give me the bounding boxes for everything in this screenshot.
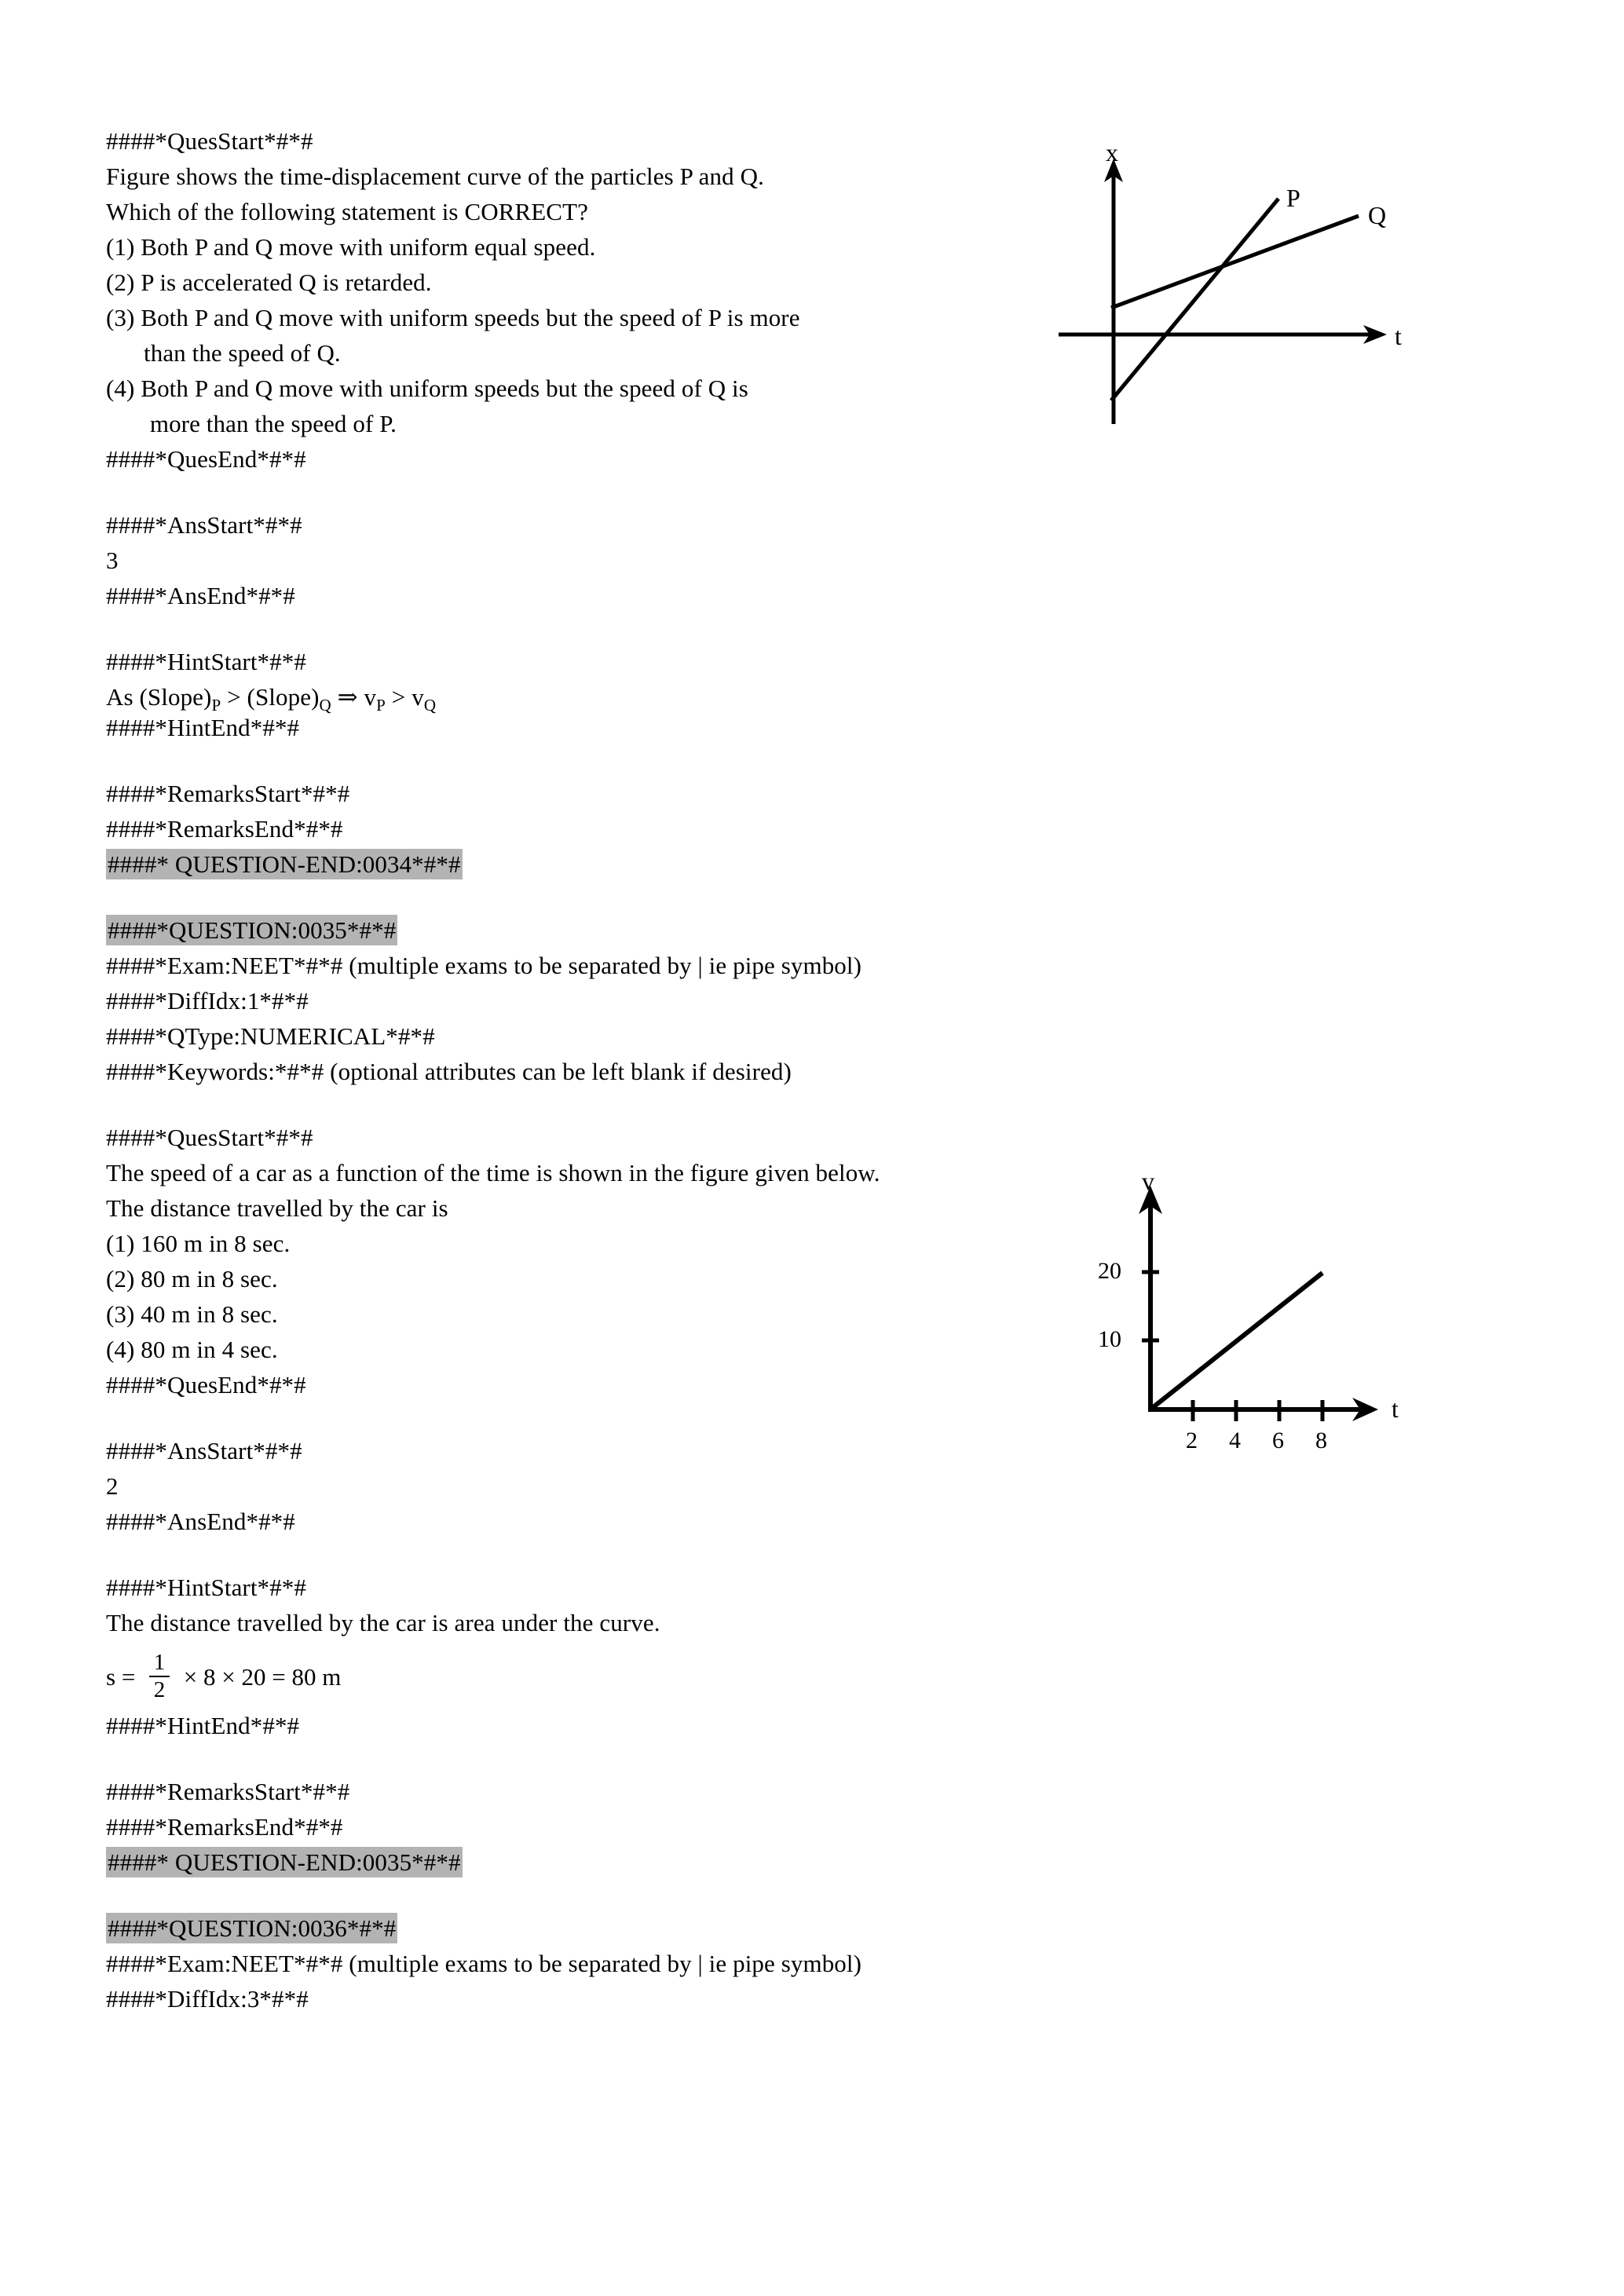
x-axis-label: t [1392,1395,1399,1423]
hint-sub-q1: Q [319,696,331,715]
formula-lhs: s = [106,1662,142,1691]
x-tick-label-6: 6 [1272,1428,1284,1453]
marker-line: ####*DiffIdx:3*#*# [106,1985,309,2013]
fraction-denominator: 2 [153,1677,166,1702]
marker-line: (3) Both P and Q move with uniform speeds but the speed of P is more [106,304,800,331]
y-tick-label-10: 10 [1098,1326,1121,1352]
marker-line: ####*QuesEnd*#*# [106,445,306,473]
marker-line: Figure shows the time-displacement curve of the particles P and Q. [106,163,764,190]
marker-line-highlighted: ####*QUESTION:0035*#*# [108,916,397,944]
marker-line: Which of the following statement is CORRECT? [106,198,588,225]
marker-line: The distance travelled by the car is [106,1194,448,1222]
marker-line: ####*DiffIdx:1*#*# [106,987,309,1015]
x-tick-label-2: 2 [1186,1428,1198,1453]
y-tick-label-20: 20 [1098,1258,1121,1284]
marker-line: ####*RemarksStart*#*# [106,780,350,807]
blank-line [106,1882,1033,1913]
marker-line: ####*HintEnd*#*# [106,1712,300,1739]
marker-line: 2 [106,1472,119,1500]
marker-line: ####*HintStart*#*# [106,1574,306,1601]
hint-sub-p2: P [376,696,386,715]
marker-line: ####*RemarksEnd*#*# [106,815,343,843]
marker-line: ####*QuesStart*#*# [106,127,313,155]
marker-line-indented: more than the speed of P. [144,410,397,437]
hint-sub-p1: P [211,696,221,715]
marker-line: ####*AnsStart*#*# [106,1437,302,1464]
marker-line: ####*Exam:NEET*#*# (multiple exams to be separated by | ie pipe symbol) [106,952,862,979]
marker-line: ####*QType:NUMERICAL*#*# [106,1022,435,1050]
marker-line: (1) 160 m in 8 sec. [106,1230,291,1257]
fraction-one-half [149,1651,170,1702]
marker-line: (2) P is accelerated Q is retarded. [106,269,432,296]
blank-line [106,616,1033,646]
blank-line [106,748,1033,778]
marker-line: (2) 80 m in 8 sec. [106,1265,278,1292]
hint-slope-expression [106,682,1033,715]
marker-line: The speed of a car as a function of the time is shown in the figure given below. [106,1159,880,1186]
blank-line [106,1541,1033,1572]
document-text-column [106,126,1033,2019]
marker-line-highlighted: ####* QUESTION-END:0035*#*# [108,1848,461,1876]
marker-line: ####*Keywords:*#*# (optional attributes can be left blank if desired) [106,1058,792,1085]
marker-line-indented: than the speed of Q. [144,339,341,367]
marker-line: ####*AnsEnd*#*# [106,582,295,609]
marker-line: 3 [106,547,119,574]
marker-line: ####*AnsStart*#*# [106,511,302,539]
blank-line [106,1405,1033,1435]
figure-speed-time-car [1084,1162,1492,1476]
series-label-p: P [1286,184,1300,212]
formula-rhs: × 8 × 20 = 80 m [177,1662,342,1691]
marker-line: ####*Exam:NEET*#*# (multiple exams to be separated by | ie pipe symbol) [106,1950,862,1977]
series-line-q [1111,216,1359,308]
blank-line [106,1746,1033,1776]
marker-line-highlighted: ####*QUESTION:0036*#*# [108,1914,397,1942]
marker-line: ####*AnsEnd*#*# [106,1508,295,1535]
hint-mid1: > (Slope) [221,683,320,711]
marker-line: (4) 80 m in 4 sec. [106,1336,278,1363]
fraction-numerator: 1 [153,1650,166,1675]
marker-line: ####*RemarksEnd*#*# [106,1813,343,1841]
x-axis-label: t [1395,322,1402,350]
marker-line: ####*HintEnd*#*# [106,714,300,741]
blank-line [106,479,1033,510]
marker-line: ####*QuesStart*#*# [106,1124,313,1151]
marker-line-highlighted: ####* QUESTION-END:0034*#*# [108,850,461,878]
figure-1-svg [1044,138,1484,471]
hint-mid2: > v [385,683,424,711]
marker-line: (4) Both P and Q move with uniform speeds but the speed of Q is [106,375,748,402]
figure-time-displacement-pq [1044,138,1484,471]
marker-line: (3) 40 m in 8 sec. [106,1300,278,1328]
x-tick-label-8: 8 [1315,1428,1327,1453]
marker-line: ####*RemarksStart*#*# [106,1778,350,1805]
marker-line: (1) Both P and Q move with uniform equal speed. [106,233,596,261]
figure-2-svg [1084,1162,1492,1476]
y-axis-label: v [1142,1167,1154,1195]
marker-line: The distance travelled by the car is area under the curve. [106,1609,660,1636]
series-line-speed [1151,1273,1322,1409]
hint-arrow: ⇒ v [331,683,377,711]
hint-prefix: As (Slope) [106,683,212,711]
series-label-q: Q [1368,201,1387,229]
marker-line: ####*QuesEnd*#*# [106,1371,306,1398]
y-axis-label: x [1106,138,1118,166]
blank-line [106,884,1033,915]
hint-sub-q2: Q [423,696,437,715]
distance-formula [106,1643,1033,1710]
marker-line: ####*HintStart*#*# [106,648,306,675]
x-tick-label-4: 4 [1229,1428,1241,1453]
blank-line [106,1091,1033,1122]
